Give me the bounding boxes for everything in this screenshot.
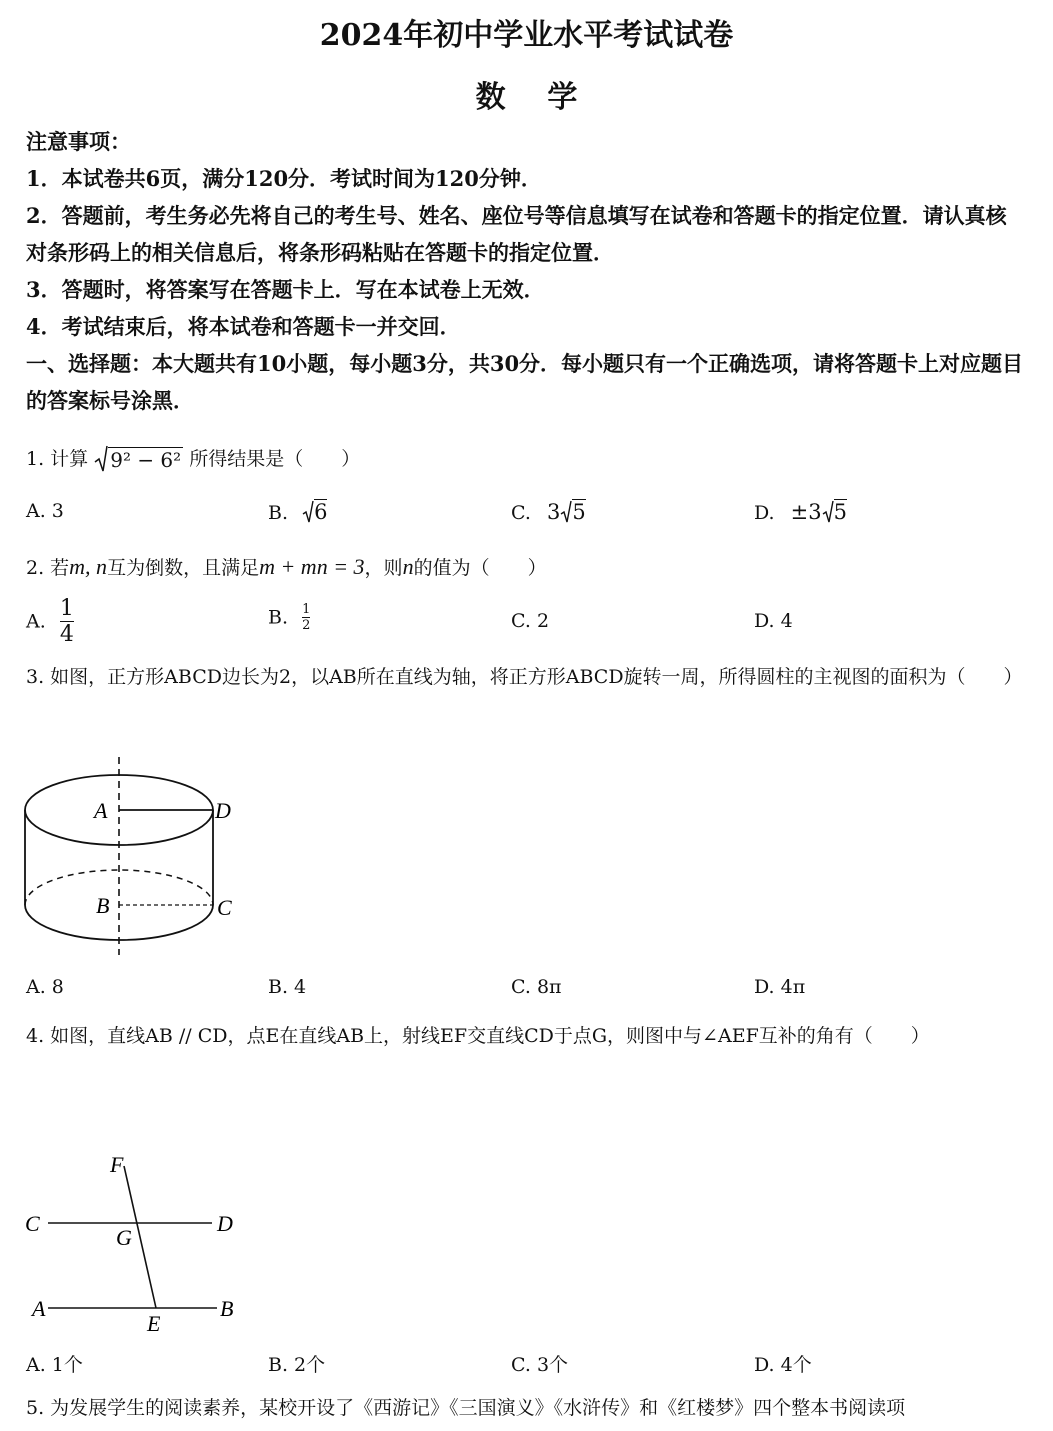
q1-c-sqrt bbox=[560, 500, 585, 524]
q1-b-sqrt bbox=[302, 500, 327, 524]
q2-option-c[interactable]: C. 2 bbox=[511, 610, 550, 632]
q2-text-4: 的值为（ ） bbox=[413, 557, 547, 579]
q1-sqrt bbox=[94, 437, 183, 484]
q1-suffix: 所得结果是（ ） bbox=[189, 448, 361, 470]
q1-d-sqrt bbox=[822, 500, 847, 524]
q1-option-b[interactable] bbox=[268, 500, 327, 524]
label-F: F bbox=[110, 1152, 124, 1177]
question-4: 4. 如图，直线AB // CD，点E在直线AB上，射线EF交直线CD于点G，则图中与∠AEF互补的角有（ ） bbox=[26, 1025, 930, 1047]
subject-title: 数 学 bbox=[475, 80, 578, 115]
q1-c-label: C. bbox=[511, 502, 531, 524]
note-3: 3．答题时，将答案写在答题卡上．写在本试卷上无效． bbox=[26, 277, 545, 302]
q1-d-radicand: 5 bbox=[833, 500, 847, 524]
q2-var-n: n bbox=[402, 554, 414, 579]
question-3: 3. 如图，正方形ABCD边长为2，以AB所在直线为轴，将正方形ABCD旋转一周，所得圆柱的主视图的面积为（ ） bbox=[26, 666, 1023, 688]
q2-b-den: 2 bbox=[302, 618, 311, 633]
q2-text-3: ，则 bbox=[364, 557, 403, 579]
note-2: 2．答题前，考生务必先将自己的考生号、姓名、座位号等信息填写在试卷和答题卡的指定位置．请认真核对条形码上的相关信息后，将条形码粘贴在答题卡的指定位置． bbox=[26, 203, 1007, 265]
q2-b-num: 1 bbox=[302, 602, 311, 617]
label-A: A bbox=[94, 798, 108, 823]
q2-a-num: 1 bbox=[59, 596, 74, 621]
q1-option-c[interactable] bbox=[511, 500, 586, 524]
question-2 bbox=[26, 544, 1026, 591]
q2-b-fraction bbox=[302, 602, 310, 633]
label-A: A bbox=[32, 1296, 46, 1321]
bottom-ellipse-visible bbox=[25, 905, 213, 940]
question-5: 5. 为发展学生的阅读素养，某校开设了《西游记》《三国演义》《水浒传》和《红楼梦》四个整本书阅读项 bbox=[26, 1397, 906, 1419]
label-C: C bbox=[25, 1211, 40, 1236]
q2-option-d[interactable]: D. 4 bbox=[754, 610, 793, 632]
label-G: G bbox=[116, 1225, 132, 1250]
cylinder-figure bbox=[20, 755, 250, 960]
q1-d-coef: ±3 bbox=[790, 500, 822, 524]
note-1: 1．本试卷共6页，满分120分．考试时间为120分钟． bbox=[26, 166, 542, 191]
q1-option-a[interactable]: A. 3 bbox=[26, 500, 64, 522]
q2-a-fraction bbox=[60, 596, 74, 647]
q2-text-1: 2. 若 bbox=[26, 557, 70, 579]
q3-option-a[interactable]: A. 8 bbox=[26, 976, 64, 998]
label-D: D bbox=[215, 798, 231, 823]
q1-option-d[interactable] bbox=[754, 500, 847, 524]
q2-option-a[interactable] bbox=[26, 596, 74, 647]
q3-option-b[interactable]: B. 4 bbox=[268, 976, 307, 998]
q2-b-label: B. bbox=[268, 606, 289, 629]
q4-option-a[interactable]: A. 1个 bbox=[26, 1354, 83, 1376]
q1-c-coef: 3 bbox=[546, 500, 561, 524]
q1-radicand: 9² − 6² bbox=[110, 448, 182, 472]
q1-b-label: B. bbox=[268, 502, 289, 524]
q1-d-label: D. bbox=[754, 502, 775, 524]
bottom-ellipse-hidden bbox=[25, 870, 213, 905]
q3-option-d[interactable]: D. 4π bbox=[754, 976, 806, 998]
label-E: E bbox=[147, 1311, 161, 1336]
q3-option-c[interactable]: C. 8π bbox=[511, 976, 562, 998]
q2-a-den: 4 bbox=[59, 622, 74, 647]
parallel-lines-figure bbox=[20, 1148, 250, 1338]
exam-title: 2024年初中学业水平考试试卷 bbox=[319, 18, 734, 53]
note-4: 4．考试结束后，将本试卷和答题卡一并交回． bbox=[26, 314, 461, 339]
q4-option-c[interactable]: C. 3个 bbox=[511, 1354, 569, 1376]
section-1-heading: 一、选择题：本大题共有10小题，每小题3分，共30分．每小题只有一个正确选项，请将答题卡上对应题目的答案标号涂黑． bbox=[26, 351, 1024, 413]
q1-b-value: 6 bbox=[314, 500, 328, 524]
q4-option-d[interactable]: D. 4个 bbox=[754, 1354, 812, 1376]
notes-block bbox=[26, 123, 1026, 419]
label-D: D bbox=[217, 1211, 233, 1236]
label-C: C bbox=[217, 895, 232, 920]
label-B: B bbox=[220, 1296, 234, 1321]
label-B: B bbox=[96, 893, 110, 918]
q2-vars: m, n bbox=[69, 554, 108, 579]
q1-c-radicand: 5 bbox=[572, 500, 586, 524]
notes-heading: 注意事项： bbox=[26, 129, 131, 154]
q2-equation: m + mn = 3 bbox=[259, 554, 365, 579]
q2-text-2: 互为倒数，且满足 bbox=[107, 557, 260, 579]
q2-option-b[interactable] bbox=[268, 602, 310, 633]
q1-prefix: 1. 计算 bbox=[26, 448, 89, 470]
q2-a-label: A. bbox=[26, 610, 46, 633]
q4-option-b[interactable]: B. 2个 bbox=[268, 1354, 326, 1376]
question-1 bbox=[26, 436, 1026, 484]
